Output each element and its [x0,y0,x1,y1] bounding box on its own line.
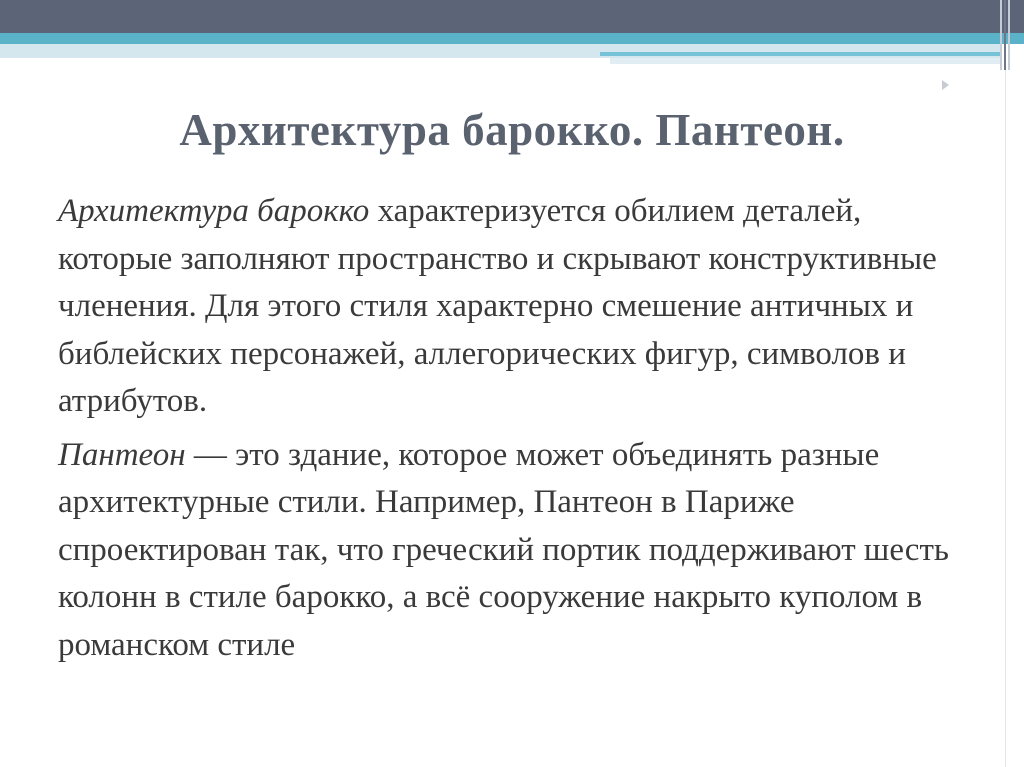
paragraph-pantheon [58,432,978,670]
header-banner-accent-line [600,52,1000,56]
vertical-line [1008,0,1010,70]
header-banner-accent-light [610,58,1000,64]
slide-title: Архитектура барокко. Пантеон. [179,105,845,155]
paragraph-baroque-text: характеризуется обилием деталей, которые заполняют пространство и скрывают конструктивные членения. Для этого стиля характерно смешение античных и библейских персонажей, аллегорических фигур, символов и атрибутов. [58,193,937,419]
vertical-line [1000,0,1002,70]
header-vertical-lines [1000,0,1010,70]
term-pantheon: Пантеон [58,436,186,473]
header-banner-teal [0,33,1024,44]
paragraph-pantheon-text: — это здание, которое может объединять разные архитектурные стили. Например, Пантеон в Париже спроектирован так, что греческий портик поддерживают шесть колонн в стиле барокко, а всё сооружение накрыто куполом в романском стиле [58,436,949,663]
right-edge-line [1005,70,1006,767]
slide-body [58,188,978,669]
vertical-line [1004,0,1006,70]
header-banner-dark [0,0,1024,33]
paragraph-baroque [58,188,978,426]
triangle-arrow-icon [942,80,949,90]
term-baroque-architecture: Архитектура барокко [58,193,370,229]
